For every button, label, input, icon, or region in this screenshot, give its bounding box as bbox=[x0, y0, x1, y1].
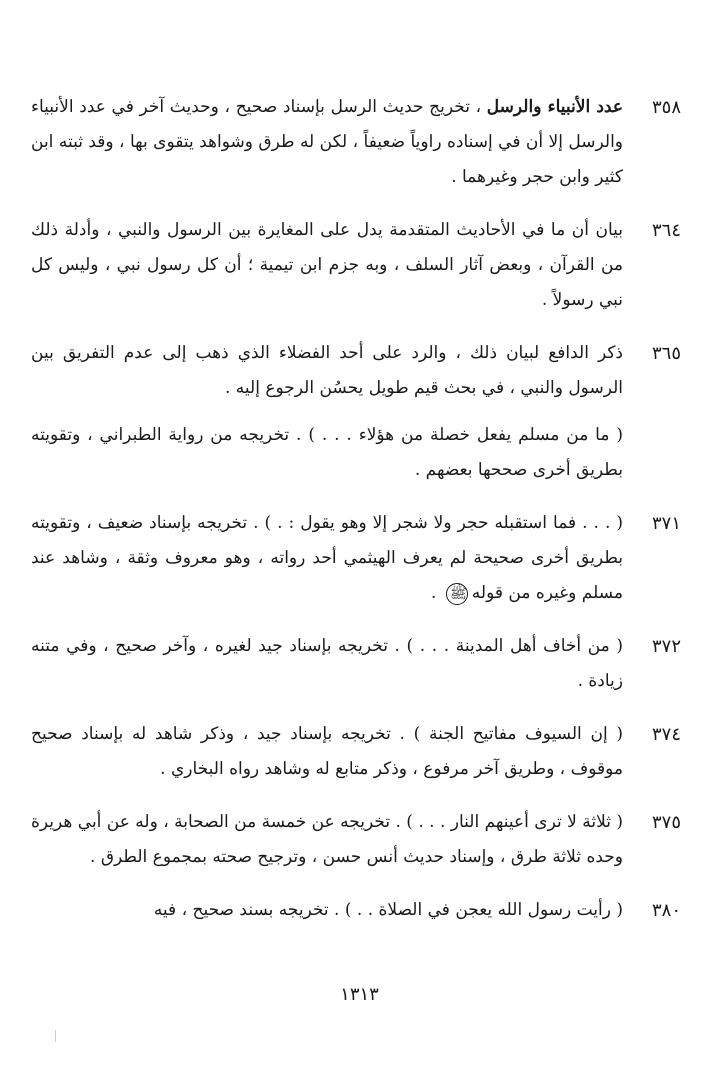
entry-page-ref: ٣٧١ bbox=[651, 513, 681, 534]
entry-page-ref: ٣٧٢ bbox=[651, 636, 681, 657]
page-number: ١٣١٣ bbox=[340, 984, 379, 1005]
entry-body bbox=[31, 717, 623, 787]
pbuh-honorific-icon: ﷺ bbox=[446, 583, 468, 605]
entry-body bbox=[31, 805, 623, 875]
entry-372 bbox=[31, 629, 681, 699]
entry-paragraph: ( رأيت رسول الله يعجن في الصلاة . . ) . تخريجه بسند صحيح ، فيه bbox=[153, 900, 623, 920]
entry-paragraph: ( إن السيوف مفاتيح الجنة ) . تخريجه بإسناد جيد ، وذكر شاهد له بإسناد صحيح موقوف ، وطريق آخر مرفوع ، وذكر متابع له وشاهد رواه البخاري . bbox=[31, 724, 623, 779]
entry-heading: عدد الأنبياء والرسل bbox=[486, 97, 623, 117]
entry-text: ( . . . فما استقبله حجر ولا شجر إلا وهو يقول : . ) . تخريجه بإسناد ضعيف ، وتقويته بطريق أخرى صحيحة لم يعرف الهيثمي أحد رواته ، وهو معروف وثقة ، وشاهد عند مسلم وغيره من قوله bbox=[31, 513, 623, 603]
entry-paragraph: ذكر الدافع لبيان ذلك ، والرد على أحد الفضلاء الذي ذهب إلى عدم التفريق بين الرسول والنبي ، في بحث قيم طويل يحسُن الرجوع إليه . bbox=[31, 343, 623, 398]
entry-body bbox=[31, 629, 623, 699]
entry-375 bbox=[31, 805, 681, 875]
entry-body bbox=[31, 893, 623, 928]
margin-mark bbox=[55, 1030, 56, 1042]
entry-page-ref: ٣٧٤ bbox=[651, 724, 681, 745]
entry-page-ref: ٣٧٥ bbox=[651, 812, 681, 833]
entry-page-ref: ٣٥٨ bbox=[651, 97, 681, 118]
entry-page-ref: ٣٨٠ bbox=[651, 900, 681, 921]
entry-paragraph bbox=[31, 506, 623, 611]
entry-paragraph bbox=[31, 90, 623, 195]
entry-paragraph: ( من أخاف أهل المدينة . . . ) . تخريجه بإسناد جيد لغيره ، وآخر صحيح ، وفي متنه زيادة . bbox=[31, 636, 623, 691]
entry-text: ، تخريج حديث الرسل بإسناد صحيح ، وحديث آخر في عدد الأنبياء والرسل إلا أن في إسناده راوياً ضعيفاً ، لكن له طرق وشواهد يتقوى بها ، وقد ثبته ابن كثير وابن حجر وغيرهما . bbox=[31, 97, 623, 187]
entries-list bbox=[31, 90, 681, 947]
entry-374 bbox=[31, 717, 681, 787]
entry-page-ref: ٣٦٤ bbox=[651, 220, 681, 241]
entry-380 bbox=[31, 893, 681, 929]
entry-365 bbox=[31, 336, 681, 488]
entry-page-ref: ٣٦٥ bbox=[651, 343, 681, 364]
entry-paragraph: بيان أن ما في الأحاديث المتقدمة يدل على المغايرة بين الرسول والنبي ، وأدلة ذلك من القرآن ، وبعض آثار السلف ، وبه جزم ابن تيمية ؛ أن كل رسول نبي ، وليس كل نبي رسولاً . bbox=[31, 220, 623, 310]
entry-body bbox=[31, 213, 623, 318]
entry-371 bbox=[31, 506, 681, 611]
entry-text-tail: . bbox=[430, 583, 442, 603]
entry-paragraph: ( ما من مسلم يفعل خصلة من هؤلاء . . . ) . تخريجه من رواية الطبراني ، وتقويته بطريق أخرى صححها بعضهم . bbox=[31, 425, 623, 480]
entry-body bbox=[31, 90, 623, 195]
entry-paragraph: ( ثلاثة لا ترى أعينهم النار . . . ) . تخريجه عن خمسة من الصحابة ، وله عن أبي هريرة وحده ثلاثة طرق ، وإسناد حديث أنس حسن ، وترجيح صحته بمجموع الطرق . bbox=[31, 812, 623, 867]
entry-358 bbox=[31, 90, 681, 195]
entry-body bbox=[31, 336, 623, 488]
entry-body bbox=[31, 506, 623, 611]
entry-364 bbox=[31, 213, 681, 318]
